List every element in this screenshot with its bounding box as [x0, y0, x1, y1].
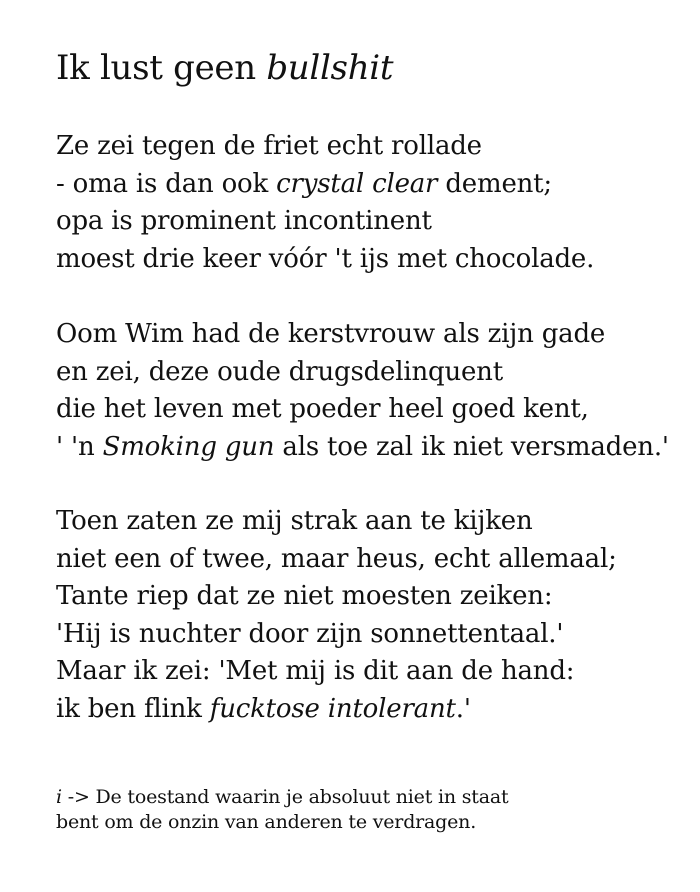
stanza-2-line-4-italic: Smoking gun: [102, 431, 275, 462]
stanza-2-line-2: en zei, deze oude drugsdelinquent: [56, 356, 503, 387]
title-text: Ik lust geen: [56, 48, 267, 88]
footnote-line-1: [56, 785, 508, 810]
footnote: [56, 785, 508, 835]
stanza-3-line-2: niet een of twee, maar heus, echt allemaal;: [56, 543, 617, 574]
stanza-3: [56, 503, 617, 728]
stanza-2: [56, 316, 669, 466]
stanza-1-line-3: opa is prominent incontinent: [56, 206, 432, 236]
stanza-2-line-4: [56, 429, 669, 467]
stanza-3-line-6-post: .': [455, 693, 471, 724]
stanza-1-line-1: Ze zei tegen de friet echt rollade: [56, 131, 482, 161]
stanza-2-line-3: die het leven met poeder heel goed kent,: [56, 394, 589, 424]
stanza-3-line-3: Tante riep dat ze niet moesten zeiken:: [56, 581, 553, 611]
stanza-2-line-1: Oom Wim had de kerstvrouw als zijn gade: [56, 319, 606, 349]
stanza-2-line-4-pre: ' 'n: [56, 431, 103, 462]
stanza-3-line-6-pre: ik ben flink: [56, 693, 210, 724]
stanza-1-line-2-italic: crystal clear: [276, 168, 438, 199]
stanza-1-line-2-post: dement;: [437, 168, 552, 199]
footnote-line-1-text: -> De toestand waarin je absoluut niet in staat: [61, 786, 509, 808]
stanza-2-line-4-post: als toe zal ik niet versmaden.': [274, 431, 669, 462]
footnote-line-2: bent om de onzin van anderen te verdragen.: [56, 811, 477, 833]
stanza-3-line-6-italic: fucktose intolerant: [209, 693, 456, 724]
stanza-1-line-2-pre: - oma is dan ook: [56, 168, 277, 199]
stanza-3-line-1: Toen zaten ze mij strak aan te kijken: [56, 506, 533, 536]
stanza-3-line-5: Maar ik zei: 'Met mij is dit aan de hand:: [56, 656, 575, 686]
title-italic: bullshit: [266, 48, 394, 88]
stanza-1-line-2: [56, 166, 594, 204]
stanza-3-line-6: [56, 691, 617, 729]
stanza-3-line-4: 'Hij is nuchter door zijn sonnettentaal.': [56, 618, 564, 649]
poem-title: [56, 46, 393, 90]
stanza-1: [56, 128, 594, 278]
stanza-1-line-4: moest drie keer vóór 't ijs met chocolade.: [56, 243, 595, 274]
footnote-marker: i: [56, 786, 62, 808]
